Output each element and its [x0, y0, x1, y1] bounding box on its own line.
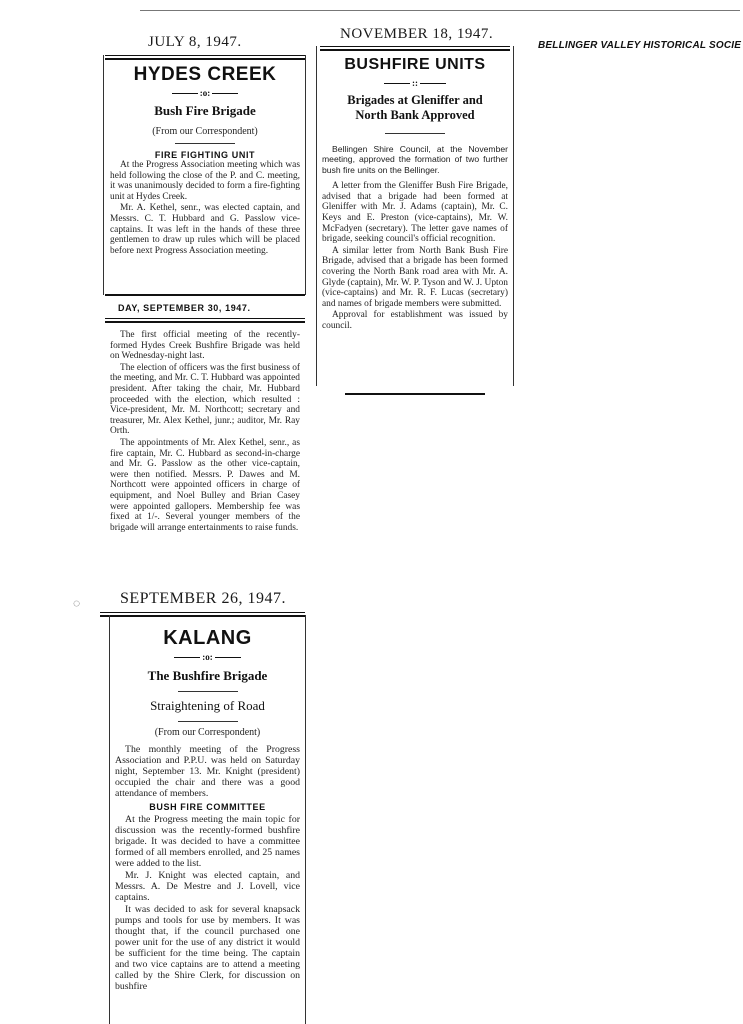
clip1-top-rule-thick — [105, 58, 305, 60]
clip1-ornament: :o: — [110, 89, 300, 98]
clip4-paragraph-1: A letter from the Gleniffer Bush Fire Brigade, advised that a brigade had been formed at Gleniffer with Mr. J. Adams (captain), Mr. C. Keys and E. Preston (vice-captains), Mr. W. McFadyen (secretary). The letter gave names of brigade, seeking council's official recognition. — [322, 181, 508, 245]
clip3-title: KALANG — [163, 627, 252, 649]
clip1-title: HYDES CREEK — [133, 64, 277, 85]
clip3-divider-1 — [178, 691, 238, 692]
clip4-date: NOVEMBER 18, 1947. — [340, 26, 494, 42]
clip2-dateline: DAY, SEPTEMBER 30, 1947. — [118, 303, 251, 313]
clip3-section-heading: BUSH FIRE COMMITTEE — [149, 802, 266, 812]
clip4-paragraph-2: A similar letter from North Bank Bush Fire Brigade, advised that a brigade has been formed covering the North Bank road area with Mr. A. Glyde (captain), Mr. W. P. Tyson and W. J. Upton (vice-captains) and Mr. R. F. Lucas (secretary) and names of brigade members were submitted. — [322, 245, 508, 309]
clip2-paragraph-1: The first official meeting of the recently-formed Hydes Creek Bushfire Brigade was held on Wednesday-night last. — [110, 330, 300, 362]
archive-label: BELLINGER VALLEY HISTORICAL SOCIE — [538, 40, 742, 51]
clip1-subtitle: Bush Fire Brigade — [154, 103, 256, 118]
clip3-subtitle: The Bushfire Brigade — [147, 668, 268, 683]
clip4-ornament: :: — [322, 79, 508, 88]
clip3-paragraph-3: It was decided to ask for several knapsack pumps and tools for use by members. It was thought that, if the council purchased one power unit for the use of any district it would be sufficient for the time being. The captain and two vice captains are to attend a meeting called by the Shire Clerk, for discussion on bushfire — [115, 904, 300, 992]
clip3-left-border — [109, 615, 110, 1024]
clip4-title: BUSHFIRE UNITS — [344, 56, 486, 73]
clip4-top-rule-thick — [320, 49, 510, 51]
clip3-top-rule — [100, 612, 305, 613]
clip3-intro: The monthly meeting of the Progress Association and P.P.U. was held on Saturday night, September 13. Mr. Knight (president) occupied the chair and there was a good attendance of members. — [115, 744, 300, 799]
clip1-section-heading: FIRE FIGHTING UNIT — [154, 150, 256, 160]
top-page-rule — [140, 10, 740, 11]
clip1-paragraph-2: Mr. A. Kethel, senr., was elected captain, and Messrs. C. T. Hubbard and G. Passlow vice-captains. It was left in the hands of these three gentlemen to draw up rules which will be placed before next Progress Association meeting. — [110, 203, 300, 256]
clip3-subtitle-2: Straightening of Road — [150, 698, 265, 713]
clip1-bottom-rule — [105, 294, 305, 296]
clip4-subtitle: Brigades at Gleniffer and North Bank Approved — [347, 93, 483, 122]
clip4-intro: Bellingen Shire Council, at the November meeting, approved the formation of two further bush fire units on the Bellinger. — [322, 144, 508, 175]
clip4-top-rule — [320, 46, 510, 47]
clip1-right-border — [305, 55, 306, 295]
clip3-divider-2 — [178, 721, 238, 722]
clip1-date: JULY 8, 1947. — [148, 34, 242, 50]
punch-hole-mark: ◌ — [73, 596, 81, 610]
clip4-divider — [385, 133, 445, 134]
clip2-paragraph-3: The appointments of Mr. Alex Kethel, senr., as fire captain, Mr. C. Hubbard as second-in-charge and Mr. G. Passlow as the other vice-captain, were then notified. Messrs. P. Dawes and M. Northcott were appointed officers in charge of equipment, and Noel Bulley and Brian Casey were appointed gallopers. Membership fee was fixed at 1/-. Several younger members of the brigade will arrange entertainments to raise funds. — [110, 437, 300, 533]
clip3-article — [115, 626, 300, 993]
clip2-article — [110, 330, 300, 534]
clip3-top-rule-thick — [100, 615, 305, 617]
clip1-divider — [175, 143, 235, 144]
clip3-byline: (From our Correspondent) — [154, 727, 261, 738]
clip2-top-rule-thick — [105, 321, 305, 323]
clip4-article — [322, 55, 508, 333]
clip4-paragraph-3: Approval for establishment was issued by council. — [322, 310, 508, 331]
clip3-date: SEPTEMBER 26, 1947. — [120, 590, 286, 607]
clip3-right-border — [305, 615, 306, 1024]
clip1-byline: (From our Correspondent) — [152, 126, 258, 137]
clip4-right-border — [513, 46, 514, 386]
clip1-paragraph-1: At the Progress Association meeting which was held following the close of the P. and C. meeting, it was unanimously decided to form a fire-fighting unit at Hydes Creek. — [110, 160, 300, 202]
clip1-left-border — [103, 55, 104, 295]
clip1-top-rule — [105, 55, 305, 56]
clip4-left-border — [316, 46, 317, 386]
clip3-paragraph-1: At the Progress meeting the main topic for discussion was the recently-formed bushfire brigade. It was decided to have a committee formed of all members enrolled, and 25 names were added to the list. — [115, 814, 300, 869]
clip2-paragraph-2: The election of officers was the first business of the meeting, and Mr. C. T. Hubbard was appointed president. After taking the chair, Mr. Hubbard proceeded with the election, which resulted : Vice-president, Mr. M. Northcott; secretary and treasurer, Mr. Alex Kethel, junr.; auditor, Mr. Ray Orth. — [110, 362, 300, 437]
clip1-article — [110, 64, 300, 257]
clip3-paragraph-2: Mr. J. Knight was elected captain, and Messrs. A. De Mestre and J. Lovell, vice captains. — [115, 870, 300, 903]
clip4-bottom-rule — [345, 393, 485, 395]
clip2-top-rule — [105, 318, 305, 319]
clip3-ornament: :o: — [115, 653, 300, 662]
